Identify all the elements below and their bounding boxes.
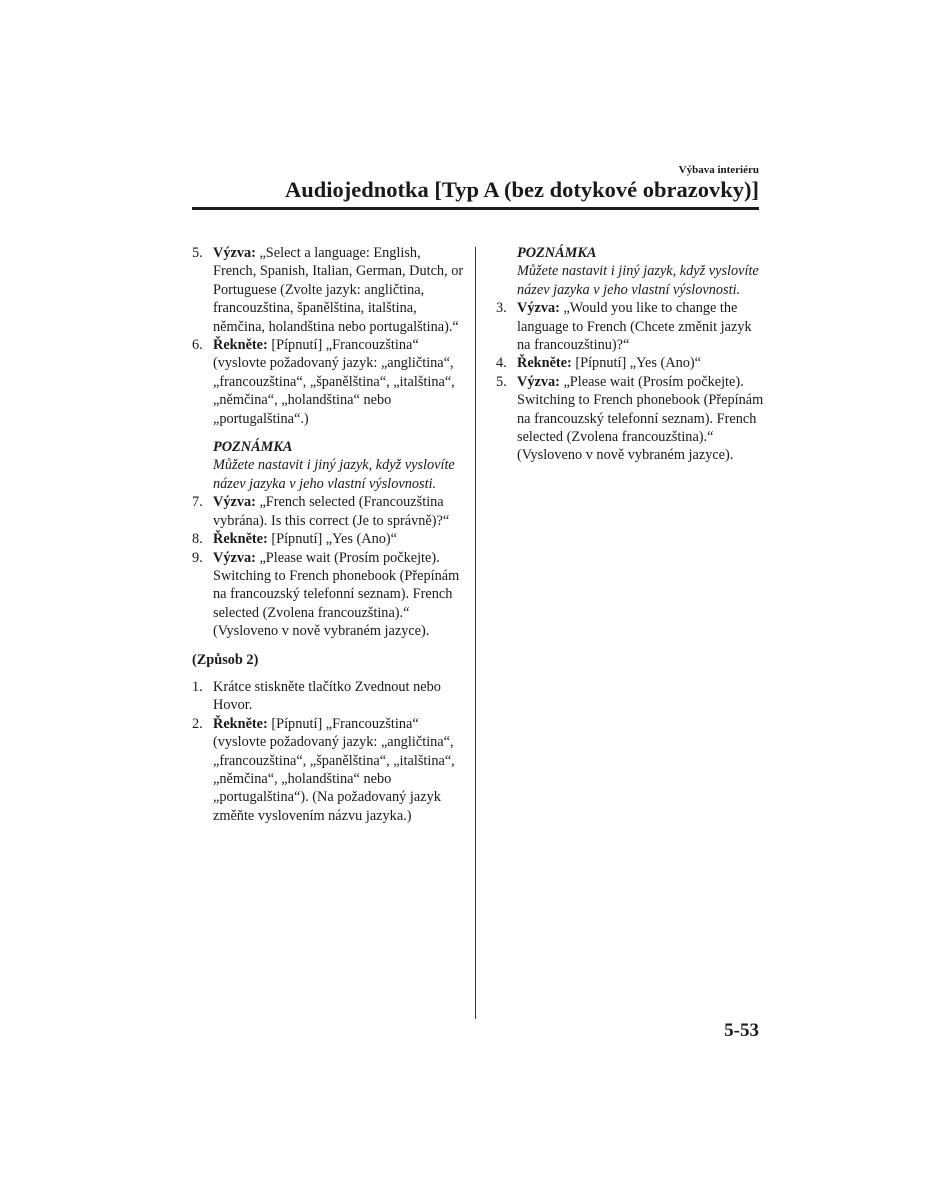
note-heading: POZNÁMKA — [517, 245, 597, 261]
step-text — [517, 299, 764, 354]
step-item — [192, 336, 464, 428]
step-text — [213, 549, 464, 641]
step-body: „Select a language: English, French, Spanish, Italian, German, Dutch, or Portuguese (Zvolte jazyk: angličtina, francouzština, španělština, italština, němčina, holandština nebo portugalština).“ — [213, 245, 464, 335]
step-number: 8. — [192, 531, 203, 548]
column-divider — [475, 247, 476, 1019]
step-number: 7. — [192, 494, 203, 511]
step-label: Výzva: — [517, 373, 560, 390]
page-title: Audiojednotka [Typ A (bez dotykové obrazovky)] — [285, 177, 759, 202]
step-label: Řekněte: — [213, 531, 268, 548]
note-block — [192, 438, 464, 493]
step-number: 6. — [192, 337, 203, 354]
step-text — [213, 678, 464, 715]
step-item — [192, 530, 464, 548]
note-text: Můžete nastavit i jiný jazyk, když vyslovíte název jazyka v jeho vlastní výslovnosti. — [213, 457, 455, 492]
note-heading: POZNÁMKA — [213, 439, 293, 456]
step-item — [496, 354, 764, 372]
step-text — [213, 715, 464, 825]
step-number: 1. — [192, 678, 203, 695]
step-text — [213, 336, 464, 428]
step-item — [192, 549, 464, 641]
step-text — [213, 244, 464, 336]
method-heading: (Způsob 2) — [192, 651, 259, 668]
step-label: Výzva: — [213, 494, 256, 511]
note-text: Můžete nastavit i jiný jazyk, když vyslovíte název jazyka v jeho vlastní výslovnosti. — [517, 263, 759, 298]
step-item — [496, 373, 764, 465]
section-label: Výbava interiéru — [678, 164, 759, 176]
step-number: 9. — [192, 549, 203, 566]
step-label: Řekněte: — [213, 715, 268, 732]
page-number: 5-53 — [724, 1020, 759, 1041]
left-column — [192, 244, 464, 825]
step-number: 5. — [192, 245, 203, 261]
step-label: Řekněte: — [213, 337, 268, 354]
right-column — [496, 244, 764, 465]
step-label: Výzva: — [213, 549, 256, 566]
step-item — [496, 299, 764, 354]
title-rule — [192, 207, 759, 210]
step-item — [192, 493, 464, 530]
step-body: [Pípnutí] „Francouzština“ (vyslovte požadovaný jazyk: „angličtina“, „francouzština“, „španělština“, „italština“, „němčina“, „holandština“ nebo „portugalština“.) — [213, 337, 455, 427]
step-text — [213, 530, 464, 548]
step-label: Výzva: — [213, 245, 256, 261]
step-body: „Please wait (Prosím počkejte). Switching to French phonebook (Přepínám na francouzský telefonní seznam). French selected (Zvolena francouzština).“ (Vysloveno v nově vybraném jazyce). — [517, 373, 764, 464]
step-item — [192, 715, 464, 825]
step-number: 4. — [496, 355, 507, 372]
step-label: Řekněte: — [517, 355, 572, 372]
step-number: 2. — [192, 715, 203, 732]
step-text — [517, 354, 764, 372]
step-body: Krátce stiskněte tlačítko Zvednout nebo Hovor. — [213, 678, 441, 714]
step-item — [192, 678, 464, 715]
step-body: „Would you like to change the language to French (Chcete změnit jazyk na francouzštinu)?“ — [517, 300, 752, 354]
step-body: „French selected (Francouzština vybrána). Is this correct (Je to správně)?“ — [213, 494, 450, 529]
step-number: 5. — [496, 373, 507, 390]
step-number: 3. — [496, 300, 507, 317]
step-text — [517, 373, 764, 465]
step-text — [213, 493, 464, 530]
step-label: Výzva: — [517, 300, 560, 317]
step-item — [192, 244, 464, 336]
step-body: [Pípnutí] „Francouzština“ (vyslovte požadovaný jazyk: „angličtina“, „francouzština“, „španělština“, „italština“, „němčina“, „holandština“ nebo „portugalština“). (Na požadovaný jazyk změňte vyslovením názvu jazyka.) — [213, 715, 455, 824]
note-block — [496, 244, 764, 299]
step-body: [Pípnutí] „Yes (Ano)“ — [267, 531, 397, 548]
step-body: [Pípnutí] „Yes (Ano)“ — [571, 355, 701, 372]
step-body: „Please wait (Prosím počkejte). Switching to French phonebook (Přepínám na francouzský telefonní seznam). French selected (Zvolena francouzština).“ (Vysloveno v nově vybraném jazyce). — [213, 549, 460, 640]
